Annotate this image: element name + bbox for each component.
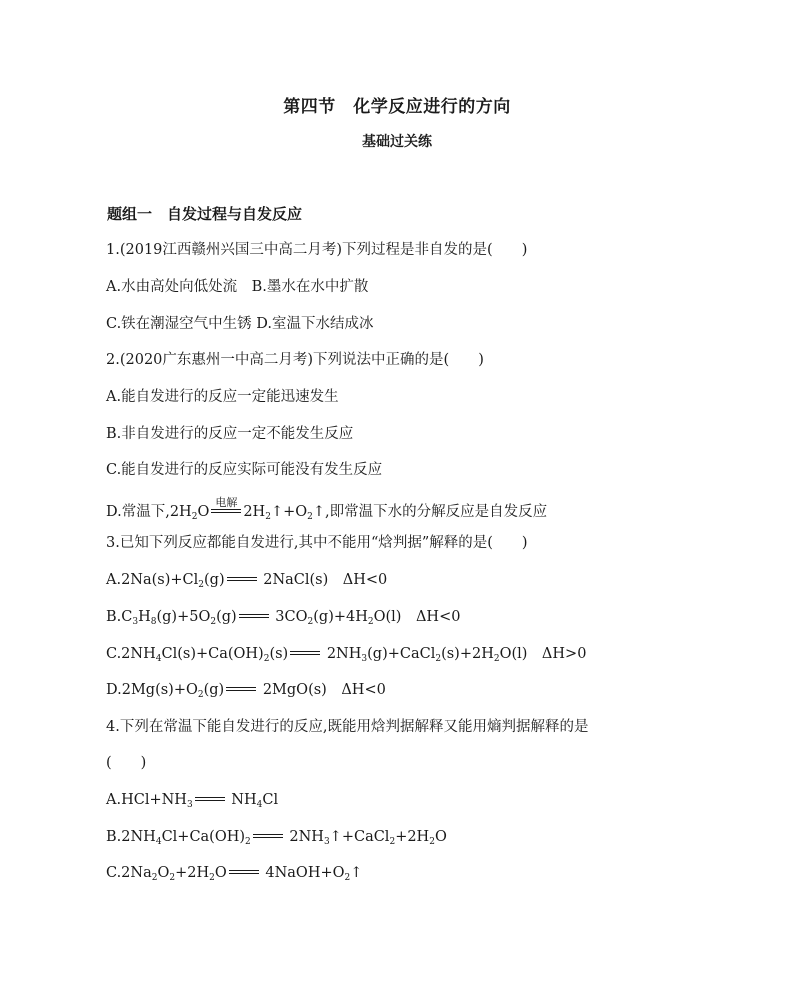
question-2-option-d: D.常温下$,2H_2O$ 电解 $2H_2↑+O_2↑$,即常温下水的分解反应是自发反应: [106, 502, 547, 527]
equation-sign: [227, 576, 257, 584]
question-3-stem: 3.已知下列反应都能自发进行,其中不能用“焓判据”解释的是( ): [106, 535, 528, 551]
question-3-option-b: $B.C_3H_8(g)+5O_2(g)$ $3CO_2(g)+4H_2O(l)$ ΔH<0: [106, 609, 461, 627]
question-2-stem: 2.(2020广东惠州一中高二月考)下列说法中正确的是( ): [106, 352, 484, 368]
equation-sign: [226, 686, 256, 694]
equation-sign: [253, 833, 283, 841]
question-1-options-ab: A.水由高处向低处流 B.墨水在水中扩散: [106, 279, 369, 295]
equation-sign: [229, 869, 259, 877]
question-1-stem: 1.(2019江西赣州兴国三中高二月考)下列过程是非自发的是( ): [106, 242, 528, 258]
question-2-option-c: C.能自发进行的反应实际可能没有发生反应: [106, 462, 383, 478]
page-title: 第四节 化学反应进行的方向: [283, 97, 511, 117]
equation-sign: [195, 796, 225, 804]
equation-sign: [239, 613, 269, 621]
question-4-option-c: $C.2Na_2O_2+2H_2O$ $4NaOH+O_2↑$: [106, 865, 363, 883]
section-heading: 题组一 自发过程与自发反应: [107, 205, 303, 223]
question-1-options-cd: C.铁在潮湿空气中生锈 D.室温下水结成冰: [106, 316, 374, 332]
page-subtitle: 基础过关练: [362, 134, 432, 150]
question-3-option-a: $A.2Na(s)+Cl_2(g)$ 2NaCl(s) ΔH<0: [106, 572, 388, 590]
question-3-option-c: $C.2NH_4Cl(s)+Ca(OH)_2(s)$ $2NH_3(g)+CaCl_2(s)+2H_2O(l)$ ΔH>0: [106, 646, 587, 664]
equation-sign: [290, 650, 320, 658]
question-2-option-b: B.非自发进行的反应一定不能发生反应: [106, 426, 354, 442]
question-4-option-a: $A.HCl+NH_3$ $NH_4Cl$: [106, 792, 279, 810]
question-4-option-b: $B.2NH_4Cl+Ca(OH)_2$ $2NH_3↑+CaCl_2+2H_2O$: [106, 829, 447, 847]
question-4-answer-paren: ( ): [106, 755, 147, 771]
question-4-stem: 4.下列在常温下能自发进行的反应,既能用焓判据解释又能用熵判据解释的是: [106, 719, 589, 735]
equation-sign: [211, 496, 241, 516]
electrolysis-condition: 电解: [215, 496, 238, 509]
question-2-option-a: A.能自发进行的反应一定能迅速发生: [106, 389, 339, 405]
question-3-option-d: $D.2Mg(s)+O_2(g)$ 2MgO(s) ΔH<0: [106, 682, 386, 700]
